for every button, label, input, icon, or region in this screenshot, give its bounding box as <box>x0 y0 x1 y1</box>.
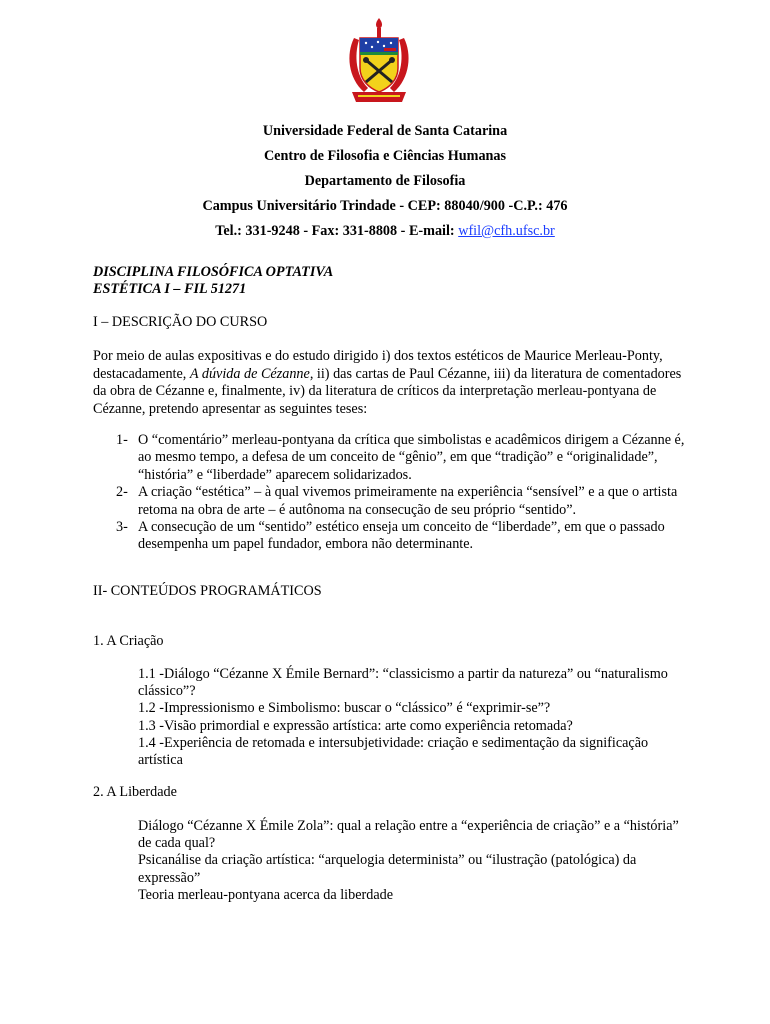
description-paragraph <box>93 348 683 418</box>
list-item: Teoria merleau-pontyana acerca da liberdade <box>138 886 394 903</box>
list-number: 2- <box>116 484 128 501</box>
section2-title: II- CONTEÚDOS PROGRAMÁTICOS <box>93 583 322 599</box>
list-item: 1.4 -Experiência de retomada e intersubjetividade: criação e sedimentação da significação artística <box>138 734 649 769</box>
university-name: Universidade Federal de Santa Catarina <box>262 123 508 139</box>
part1-title: 1. A Criação <box>93 633 164 649</box>
department-name: Departamento de Filosofia <box>304 173 466 189</box>
contact-line <box>0 222 770 240</box>
list-item: 1.1 -Diálogo “Cézanne X Émile Bernard”: “classicismo a partir da natureza” ou “naturalismo clássico”? <box>138 666 668 700</box>
campus-address: Campus Universitário Trindade - CEP: 88040/900 -C.P.: 476 <box>202 198 568 214</box>
part2-items <box>138 818 688 904</box>
list-text: A consecução de um “sentido” estético enseja um conceito de “liberdade”, em que o passado desempenha um papel fundador, embora não determinante. <box>138 519 665 553</box>
course-code: ESTÉTICA I – FIL 51271 <box>93 281 247 297</box>
list-item: 1.3 -Visão primordial e expressão artística: arte como experiência retomada? <box>138 717 573 734</box>
list-item: Diálogo “Cézanne X Émile Zola”: qual a relação entre a “experiência de criação” e a “história” de cada qual? <box>138 818 679 852</box>
section1-title: I – DESCRIÇÃO DO CURSO <box>93 314 268 330</box>
list-item <box>116 484 686 519</box>
list-number: 1- <box>116 432 128 448</box>
email-link[interactable]: wfil@cfh.ufsc.br <box>458 223 555 239</box>
course-type: DISCIPLINA FILOSÓFICA OPTATIVA <box>93 264 334 280</box>
list-text: A criação “estética” – à qual vivemos primeiramente na experiência “sensível” e a que o artista retoma na obra de arte – é autônoma na consecução de seu próprio “sentido”. <box>138 484 678 518</box>
list-item <box>116 519 686 554</box>
university-crest-logo <box>344 16 414 108</box>
center-name: Centro de Filosofia e Ciências Humanas <box>263 148 507 164</box>
list-item: 1.2 -Impressionismo e Simbolismo: buscar o “clássico” é “exprimir-se”? <box>138 700 551 717</box>
part1-items <box>138 666 688 769</box>
contact-text: Tel.: 331-9248 - Fax: 331-8808 - E-mail: <box>215 223 459 239</box>
theses-list <box>116 432 686 554</box>
list-item: Psicanálise da criação artística: “arquelogia determinista” ou “ilustração (patológica) da expressão” <box>138 852 637 886</box>
list-item <box>116 432 686 484</box>
list-text: O “comentário” merleau-pontyana da crítica que simbolistas e acadêmicos dirigem a Cézanne é, ao mesmo tempo, a defesa de um conceito de “gênio”, em que “tradição” e “originalidade”, “história” e “liberdade” aparecem solidarizados. <box>138 432 685 483</box>
description-book-title: A dúvida de Cézanne <box>189 365 310 382</box>
description-text-b: , ii) das cartas de Paul Cézanne, iii) da literatura de comentadores da obra de Cézanne e, finalmente, iv) da literatura de críticos da interpretação merleau-pontyana de Cézanne, pretendo apresentar as seguintes teses: <box>93 365 682 417</box>
description-text-a: Por meio de aulas expositivas e do estudo dirigido i) dos textos estéticos de Maurice Merleau-Ponty, destacadamente, <box>93 348 663 382</box>
list-number: 3- <box>116 519 128 536</box>
part2-title: 2. A Liberdade <box>93 784 177 800</box>
